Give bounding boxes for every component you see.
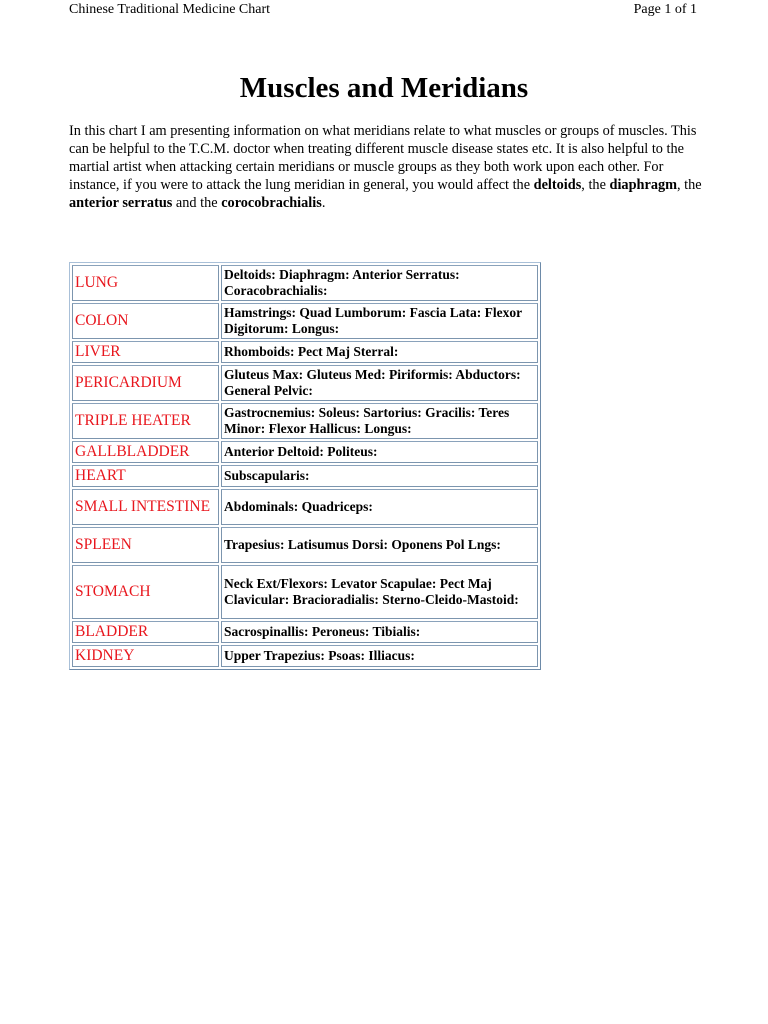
meridian-name: STOMACH [72,565,219,619]
table-row [72,303,538,339]
table-row [72,489,538,525]
table-row [72,403,538,439]
muscle-list: Deltoids: Diaphragm: Anterior Serratus: Coracobrachialis: [221,265,538,301]
table-row [72,441,538,463]
intro-bold-diaphragm: diaphragm [609,177,678,193]
table-row [72,465,538,487]
intro-bold-deltoids: deltoids [533,177,582,193]
intro-bold-corocobrachialis: corocobrachialis [221,195,322,211]
intro-text: In this chart I am presenting information on what meridians relate to what muscles or groups of muscles. This can be helpful to the T.C.M. doctor when treating different muscle disease states etc. It is also helpful to the martial artist when attacking certain meridians or muscle groups as they both work upon each other. For instance, if you were to attack the lung meridian in general, you would affect the [69,123,697,193]
muscle-list: Rhomboids: Pect Maj Sterral: [221,341,538,363]
meridian-name: KIDNEY [72,645,219,667]
document-title-header: Chinese Traditional Medicine Chart [69,2,271,17]
table-row [72,365,538,401]
intro-text: and the [172,195,222,211]
table-row [72,645,538,667]
muscle-list: Neck Ext/Flexors: Levator Scapulae: Pect Maj Clavicular: Bracioradialis: Sterno-Cleido-Mastoid: [221,565,538,619]
meridian-name: BLADDER [72,621,219,643]
meridian-name: SMALL INTESTINE [72,489,219,525]
table-row [72,341,538,363]
muscle-list: Gluteus Max: Gluteus Med: Piriformis: Abductors: General Pelvic: [221,365,538,401]
muscle-list: Trapesius: Latisumus Dorsi: Oponens Pol Lngs: [221,527,538,563]
meridian-name: COLON [72,303,219,339]
muscle-list: Upper Trapezius: Psoas: Illiacus: [221,645,538,667]
intro-text: , the [677,177,702,193]
table-row [72,527,538,563]
intro-text: . [321,195,326,211]
muscle-list: Hamstrings: Quad Lumborum: Fascia Lata: Flexor Digitorum: Longus: [221,303,538,339]
intro-text: , the [581,177,610,193]
meridian-name: TRIPLE HEATER [72,403,219,439]
muscle-list: Subscapularis: [221,465,538,487]
meridian-name: GALLBLADDER [72,441,219,463]
meridian-name: SPLEEN [72,527,219,563]
table-row [72,265,538,301]
table-row [72,621,538,643]
meridian-name: LIVER [72,341,219,363]
meridian-name: LUNG [72,265,219,301]
table-row [72,565,538,619]
meridian-muscle-table [69,262,541,670]
page-number: Page 1 of 1 [633,2,697,17]
muscle-list: Anterior Deltoid: Politeus: [221,441,538,463]
page-title: Muscles and Meridians [239,72,529,104]
meridian-name: PERICARDIUM [72,365,219,401]
page-header [69,0,697,22]
intro-paragraph [69,122,709,212]
intro-bold-anterior-serratus: anterior serratus [69,195,173,211]
muscle-list: Gastrocnemius: Soleus: Sartorius: Gracilis: Teres Minor: Flexor Hallicus: Longus: [221,403,538,439]
muscle-list: Sacrospinallis: Peroneus: Tibialis: [221,621,538,643]
meridian-name: HEART [72,465,219,487]
muscle-list: Abdominals: Quadriceps: [221,489,538,525]
